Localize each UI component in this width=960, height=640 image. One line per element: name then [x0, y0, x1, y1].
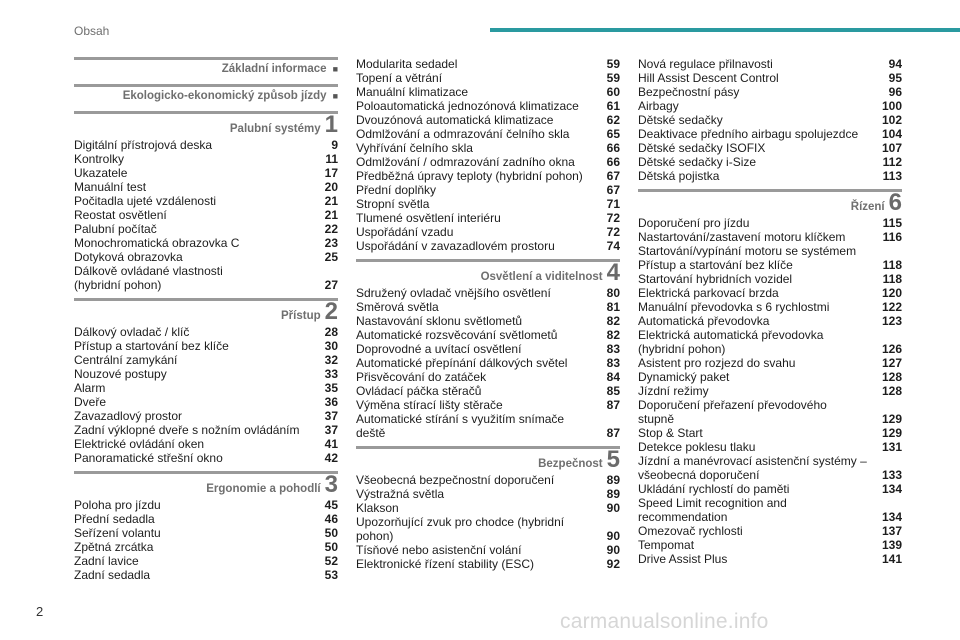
toc-column-2 — [356, 57, 620, 577]
page-number: 2 — [36, 604, 44, 619]
toc-entry-title: Elektronické řízení stability (ESC) — [356, 557, 535, 571]
toc-entry-title: Přístup a startování bez klíče — [74, 339, 229, 353]
toc-entry-page: 83 — [606, 342, 620, 356]
toc-entry-title: Zadní lavice — [74, 554, 139, 568]
toc-entry-title: Dvouzónová automatická klimatizace — [356, 113, 554, 127]
toc-entry-title: Odmlžování a odmrazování čelního skla — [356, 127, 570, 141]
toc-entry-title: Manuální klimatizace — [356, 85, 469, 99]
section-number: 6 — [888, 189, 902, 216]
toc-entry-page: 22 — [324, 222, 338, 236]
toc-entry[interactable] — [638, 272, 902, 286]
toc-entry[interactable] — [356, 239, 620, 253]
toc-entry[interactable] — [74, 526, 338, 540]
toc-entry-title: Airbagy — [638, 99, 679, 113]
section-header — [74, 471, 338, 496]
toc-entry[interactable] — [356, 113, 620, 127]
toc-entry[interactable] — [356, 557, 620, 571]
toc-entry[interactable] — [638, 552, 902, 566]
section-header — [356, 259, 620, 284]
toc-entry-title: Manuální převodovka s 6 rychlostmi — [638, 300, 830, 314]
toc-entry[interactable] — [638, 113, 902, 127]
toc-entry[interactable] — [74, 264, 338, 292]
toc-section — [356, 57, 620, 259]
toc-entry[interactable] — [638, 454, 902, 482]
toc-entry[interactable] — [638, 482, 902, 496]
toc-entry-page: 87 — [606, 398, 620, 412]
toc-entry-page: 131 — [881, 440, 902, 454]
toc-entry-title: Elektrická automatická převodovka (hybridní pohon) — [638, 328, 824, 356]
toc-entry-title: Speed Limit recognition and recommendation — [638, 496, 787, 524]
toc-entry-title: Hill Assist Descent Control — [638, 71, 779, 85]
section-number: 4 — [606, 259, 620, 286]
toc-entry-title: Výměna stírací lišty stěrače — [356, 398, 503, 412]
toc-entry-title: Ovládací páčka stěračů — [356, 384, 482, 398]
toc-entry-title: Startování hybridních vozidel — [638, 272, 793, 286]
toc-entry-title: Všeobecná bezpečnostní doporučení — [356, 473, 555, 487]
toc-entry-page: 113 — [882, 169, 902, 183]
toc-entry[interactable] — [638, 314, 902, 328]
toc-entry[interactable] — [638, 155, 902, 169]
toc-entry-page: 94 — [888, 57, 902, 71]
toc-entry-title: Panoramatické střešní okno — [74, 451, 223, 465]
toc-entry-title: Tempomat — [638, 538, 695, 552]
section-header — [74, 111, 338, 136]
toc-entry[interactable] — [356, 85, 620, 99]
section-header — [74, 298, 338, 323]
toc-entry[interactable] — [638, 71, 902, 85]
toc-entry-page: 62 — [606, 113, 620, 127]
toc-entry-page: 74 — [606, 239, 620, 253]
section-bullet-icon: ■ — [332, 64, 338, 74]
toc-entry-title: Výstražná světla — [356, 487, 445, 501]
toc-entry-page: 36 — [324, 395, 338, 409]
toc-entry-title: Automatické rozsvěcování světlometů — [356, 328, 558, 342]
toc-entry-page: 53 — [324, 568, 338, 582]
toc-entry-title: Digitální přístrojová deska — [74, 138, 213, 152]
toc-entry-title: Uspořádání vzadu — [356, 225, 454, 239]
toc-entry-title: Automatické přepínání dálkových světel — [356, 356, 568, 370]
toc-entry[interactable] — [356, 328, 620, 342]
toc-entry-page: 21 — [324, 208, 338, 222]
toc-entry-page: 116 — [882, 230, 902, 244]
toc-entry-page: 27 — [324, 278, 338, 292]
section-title: Základní informace — [221, 63, 327, 75]
toc-entry[interactable] — [74, 381, 338, 395]
toc-entry[interactable] — [74, 339, 338, 353]
toc-entry-page: 122 — [881, 300, 902, 314]
toc-entry-title: Poloautomatická jednozónová klimatizace — [356, 99, 579, 113]
toc-entry-title: Deaktivace předního airbagu spolujezdce — [638, 127, 859, 141]
toc-entry-title: Tlumené osvětlení interiéru — [356, 211, 501, 225]
toc-section — [74, 84, 338, 105]
toc-entry[interactable] — [74, 423, 338, 437]
toc-entry[interactable] — [638, 356, 902, 370]
toc-entry[interactable] — [74, 512, 338, 526]
toc-entry-page: 128 — [881, 370, 902, 384]
toc-entry-title: Vyhřívání čelního skla — [356, 141, 473, 155]
toc-entry-title: Detekce poklesu tlaku — [638, 440, 756, 454]
toc-entry-page: 89 — [606, 487, 620, 501]
section-header — [74, 57, 338, 78]
toc-entry-page: 89 — [606, 473, 620, 487]
toc-entry-page: 92 — [606, 557, 620, 571]
toc-entry-title: Zavazadlový prostor — [74, 409, 183, 423]
toc-entry[interactable] — [356, 384, 620, 398]
toc-entry-title: Uspořádání v zavazadlovém prostoru — [356, 239, 555, 253]
toc-entry-page: 120 — [881, 286, 902, 300]
toc-entry[interactable] — [638, 57, 902, 71]
toc-entry-title: Dětské sedačky — [638, 113, 723, 127]
toc-entry-page: 60 — [606, 85, 620, 99]
toc-entry-page: 11 — [325, 152, 338, 166]
toc-entry-page: 67 — [606, 169, 620, 183]
toc-entry[interactable] — [638, 99, 902, 113]
section-title: Ergonomie a pohodlí — [206, 483, 321, 495]
toc-entry-page: 134 — [881, 510, 902, 524]
toc-entry[interactable] — [356, 99, 620, 113]
header-accent-bar — [490, 28, 960, 32]
toc-entry-title: Nastavování sklonu světlometů — [356, 314, 523, 328]
toc-entry-title: Nastartování/zastavení motoru klíčkem — [638, 230, 846, 244]
toc-entry[interactable] — [74, 451, 338, 465]
toc-entry-title: Zadní výklopné dveře s nožním ovládáním — [74, 423, 300, 437]
toc-entry-title: Poloha pro jízdu — [74, 498, 161, 512]
section-spacer — [356, 571, 620, 577]
toc-entry[interactable] — [356, 543, 620, 557]
toc-entry[interactable] — [74, 180, 338, 194]
toc-entry-title: Omezovač rychlosti — [638, 524, 743, 538]
toc-entry[interactable] — [74, 236, 338, 250]
toc-entry-page: 30 — [324, 339, 338, 353]
toc-entry-page: 123 — [881, 314, 902, 328]
toc-entry-page: 133 — [881, 468, 902, 482]
toc-entry-page: 37 — [324, 409, 338, 423]
toc-entry-title: Manuální test — [74, 180, 147, 194]
toc-entry[interactable] — [74, 554, 338, 568]
toc-entry-page: 72 — [606, 211, 620, 225]
toc-entry-title: Předběžná úpravy teploty (hybridní pohon) — [356, 169, 583, 183]
toc-column-3 — [638, 57, 902, 572]
toc-entry[interactable] — [638, 496, 902, 524]
toc-entry-page: 129 — [881, 426, 902, 440]
toc-entry[interactable] — [638, 216, 902, 230]
toc-entry[interactable] — [356, 197, 620, 211]
toc-entry-title: Monochromatická obrazovka C — [74, 236, 240, 250]
toc-entry[interactable] — [74, 222, 338, 236]
toc-entry-title: Reostat osvětlení — [74, 208, 167, 222]
toc-entry-page: 82 — [606, 328, 620, 342]
toc-entry[interactable] — [74, 498, 338, 512]
toc-entry-page: 52 — [324, 554, 338, 568]
toc-entry-title: Upozorňující zvuk pro chodce (hybridní pohon) — [356, 515, 565, 543]
toc-entry[interactable] — [356, 300, 620, 314]
toc-entry-page: 84 — [606, 370, 620, 384]
toc-entry[interactable] — [356, 501, 620, 515]
toc-entry-title: Sdružený ovladač vnějšího osvětlení — [356, 286, 551, 300]
toc-entry-page: 95 — [888, 71, 902, 85]
toc-entry-page: 127 — [881, 356, 902, 370]
toc-entry[interactable] — [74, 367, 338, 381]
toc-entry[interactable] — [74, 540, 338, 554]
toc-section — [356, 259, 620, 446]
toc-entry-title: Stropní světla — [356, 197, 430, 211]
toc-entry-page: 46 — [324, 512, 338, 526]
toc-entry-title: Centrální zamykání — [74, 353, 178, 367]
toc-entry-title: Jízdní režimy — [638, 384, 709, 398]
toc-entry-title: Modularita sedadel — [356, 57, 458, 71]
page-header-title: Obsah — [74, 24, 110, 38]
toc-entry[interactable] — [638, 85, 902, 99]
toc-entry-title: Doprovodné a uvítací osvětlení — [356, 342, 522, 356]
toc-entry[interactable] — [356, 183, 620, 197]
section-title: Bezpečnost — [538, 458, 603, 470]
toc-entry-title: Doporučení pro jízdu — [638, 216, 750, 230]
toc-entry[interactable] — [356, 370, 620, 384]
toc-entry-page: 104 — [881, 127, 902, 141]
toc-entry[interactable] — [356, 412, 620, 440]
toc-entry-page: 32 — [324, 353, 338, 367]
toc-entry-title: Ukládání rychlostí do paměti — [638, 482, 790, 496]
toc-section — [74, 111, 338, 298]
toc-entry-page: 80 — [606, 286, 620, 300]
toc-entry-title: Stop & Start — [638, 426, 703, 440]
toc-entry-page: 112 — [882, 155, 902, 169]
toc-entry-page: 96 — [888, 85, 902, 99]
toc-entry-page: 17 — [324, 166, 338, 180]
toc-entry[interactable] — [356, 127, 620, 141]
toc-entry-title: Dětská pojistka — [638, 169, 720, 183]
toc-entry-page: 141 — [881, 552, 902, 566]
toc-entry-page: 90 — [606, 501, 620, 515]
toc-entry-page: 100 — [881, 99, 902, 113]
section-number: 3 — [324, 471, 338, 498]
toc-entry[interactable] — [356, 314, 620, 328]
toc-entry[interactable] — [74, 152, 338, 166]
toc-entry-title: Přední sedadla — [74, 512, 155, 526]
toc-entry-page: 35 — [324, 381, 338, 395]
toc-entry-page: 72 — [606, 225, 620, 239]
toc-entry-page: 37 — [324, 423, 338, 437]
toc-entry[interactable] — [638, 286, 902, 300]
toc-entry-page: 87 — [606, 426, 620, 440]
toc-entry-title: Počitadla ujeté vzdálenosti — [74, 194, 217, 208]
toc-entry-page: 128 — [881, 384, 902, 398]
toc-entry-page: 59 — [606, 71, 620, 85]
watermark: carmanualsonline.info — [560, 610, 769, 633]
toc-entry-page: 134 — [881, 482, 902, 496]
toc-entry[interactable] — [638, 244, 902, 272]
toc-entry[interactable] — [74, 395, 338, 409]
toc-entry-title: Dveře — [74, 395, 107, 409]
toc-entry-page: 118 — [882, 258, 902, 272]
toc-entry-page: 50 — [324, 540, 338, 554]
toc-entry-title: Seřízení volantu — [74, 526, 161, 540]
toc-entry[interactable] — [638, 127, 902, 141]
toc-entry-title: Klakson — [356, 501, 399, 515]
toc-entry-title: Drive Assist Plus — [638, 552, 728, 566]
toc-entry-page: 129 — [881, 412, 902, 426]
toc-entry[interactable] — [74, 194, 338, 208]
toc-entry-title: Topení a větrání — [356, 71, 443, 85]
toc-entry-title: Alarm — [74, 381, 106, 395]
toc-entry-title: Odmlžování / odmrazování zadního okna — [356, 155, 575, 169]
toc-entry[interactable] — [356, 286, 620, 300]
toc-entry-title: Zadní sedadla — [74, 568, 151, 582]
section-title: Řízení — [850, 201, 885, 213]
toc-entry-page: 41 — [324, 437, 338, 451]
toc-entry-page: 137 — [881, 524, 902, 538]
toc-entry-page: 82 — [606, 314, 620, 328]
toc-entry-page: 81 — [606, 300, 620, 314]
toc-entry-title: Elektrické ovládání oken — [74, 437, 205, 451]
toc-entry-title: Nová regulace přilnavosti — [638, 57, 773, 71]
toc-entry-page: 9 — [331, 138, 338, 152]
toc-section — [74, 471, 338, 588]
section-spacer — [74, 582, 338, 588]
toc-entry-page: 118 — [882, 272, 902, 286]
toc-entry-title: Jízdní a manévrovací asistenční systémy – všeobecná doporučení — [638, 454, 867, 482]
toc-entry-title: Kontrolky — [74, 152, 125, 166]
toc-entry[interactable] — [74, 353, 338, 367]
toc-entry[interactable] — [638, 141, 902, 155]
toc-entry-page: 126 — [881, 342, 902, 356]
toc-entry-title: Palubní počítač — [74, 222, 157, 236]
toc-entry-title: Dálkově ovládané vlastnosti (hybridní pohon) — [74, 264, 223, 292]
section-title: Ekologicko-ekonomický způsob jízdy — [122, 90, 327, 102]
toc-entry[interactable] — [638, 426, 902, 440]
section-number: 2 — [324, 298, 338, 325]
toc-entry[interactable] — [356, 57, 620, 71]
toc-entry-title: Bezpečnostní pásy — [638, 85, 740, 99]
toc-entry-page: 33 — [324, 367, 338, 381]
section-title: Přístup — [281, 310, 321, 322]
toc-entry-page: 45 — [324, 498, 338, 512]
toc-entry[interactable] — [356, 71, 620, 85]
section-number: 1 — [324, 111, 338, 138]
toc-entry-page: 66 — [606, 155, 620, 169]
toc-section — [356, 446, 620, 577]
toc-entry-page: 21 — [324, 194, 338, 208]
toc-section — [638, 189, 902, 572]
toc-entry[interactable] — [74, 568, 338, 582]
toc-entry-page: 139 — [881, 538, 902, 552]
toc-entry[interactable] — [356, 169, 620, 183]
toc-entry-page: 107 — [881, 141, 902, 155]
toc-entry-page: 25 — [324, 250, 338, 264]
toc-entry[interactable] — [638, 370, 902, 384]
toc-entry[interactable] — [74, 325, 338, 339]
toc-entry[interactable] — [638, 230, 902, 244]
toc-entry-title: Elektrická parkovací brzda — [638, 286, 779, 300]
toc-entry[interactable] — [356, 356, 620, 370]
toc-entry-title: Tísňové nebo asistenční volání — [356, 543, 522, 557]
toc-entry-title: Přisvěcování do zatáček — [356, 370, 487, 384]
toc-entry-page: 85 — [606, 384, 620, 398]
section-title: Osvětlení a viditelnost — [480, 271, 603, 283]
toc-entry[interactable] — [356, 225, 620, 239]
toc-entry-page: 61 — [606, 99, 620, 113]
toc-entry-title: Zpětná zrcátka — [74, 540, 154, 554]
toc-entry[interactable] — [638, 328, 902, 356]
toc-entry-title: Dálkový ovladač / klíč — [74, 325, 190, 339]
toc-entry[interactable] — [356, 342, 620, 356]
section-title: Palubní systémy — [229, 123, 321, 135]
toc-entry-page: 102 — [881, 113, 902, 127]
toc-entry-title: Dynamický paket — [638, 370, 730, 384]
section-spacer — [638, 566, 902, 572]
toc-entry-page: 83 — [606, 356, 620, 370]
toc-entry[interactable] — [74, 166, 338, 180]
section-number: 5 — [606, 446, 620, 473]
toc-entry-title: Přední doplňky — [356, 183, 437, 197]
toc-entry-page: 115 — [882, 216, 902, 230]
toc-entry-page: 59 — [606, 57, 620, 71]
toc-entry[interactable] — [638, 300, 902, 314]
section-header — [356, 446, 620, 471]
toc-entry[interactable] — [356, 141, 620, 155]
toc-entry-page: 23 — [324, 236, 338, 250]
toc-entry-title: Dětské sedačky i-Size — [638, 155, 757, 169]
toc-entry[interactable] — [356, 487, 620, 501]
toc-section — [74, 57, 338, 78]
toc-entry[interactable] — [356, 155, 620, 169]
toc-entry[interactable] — [356, 398, 620, 412]
toc-entry[interactable] — [74, 250, 338, 264]
toc-entry-page: 28 — [324, 325, 338, 339]
toc-entry-title: Asistent pro rozjezd do svahu — [638, 356, 796, 370]
toc-entry[interactable] — [356, 473, 620, 487]
toc-entry-page: 71 — [606, 197, 620, 211]
toc-entry-title: Automatické stírání s využitím snímače deště — [356, 412, 565, 440]
toc-entry[interactable] — [74, 437, 338, 451]
toc-entry-title: Dotyková obrazovka — [74, 250, 183, 264]
toc-entry[interactable] — [638, 538, 902, 552]
section-header — [638, 189, 902, 214]
toc-entry-title: Směrová světla — [356, 300, 439, 314]
toc-entry-title: Nouzové postupy — [74, 367, 167, 381]
toc-entry-title: Doporučení přeřazení převodového stupně — [638, 398, 827, 426]
toc-entry[interactable] — [638, 398, 902, 426]
toc-entry[interactable] — [356, 211, 620, 225]
toc-section — [74, 298, 338, 471]
toc-entry[interactable] — [638, 169, 902, 183]
toc-entry[interactable] — [638, 440, 902, 454]
toc-entry-page: 65 — [606, 127, 620, 141]
section-bullet-icon: ■ — [332, 91, 338, 101]
toc-entry[interactable] — [638, 524, 902, 538]
toc-entry-title: Dětské sedačky ISOFIX — [638, 141, 766, 155]
toc-entry-page: 66 — [606, 141, 620, 155]
toc-section — [638, 57, 902, 189]
toc-column-1 — [74, 57, 338, 588]
toc-entry-page: 90 — [606, 543, 620, 557]
toc-entry[interactable] — [638, 384, 902, 398]
toc-entry-title: Ukazatele — [74, 166, 128, 180]
toc-entry-page: 50 — [324, 526, 338, 540]
toc-entry-page: 42 — [324, 451, 338, 465]
toc-entry[interactable] — [74, 208, 338, 222]
toc-entry-title: Automatická převodovka — [638, 314, 770, 328]
toc-entry-page: 67 — [606, 183, 620, 197]
toc-entry-title: Startování/vypínání motoru se systémem Přístup a startování bez klíče — [638, 244, 857, 272]
toc-entry-page: 90 — [606, 529, 620, 543]
toc-entry[interactable] — [74, 138, 338, 152]
toc-entry-page: 20 — [324, 180, 338, 194]
section-header — [74, 84, 338, 105]
toc-entry[interactable] — [356, 515, 620, 543]
toc-entry[interactable] — [74, 409, 338, 423]
